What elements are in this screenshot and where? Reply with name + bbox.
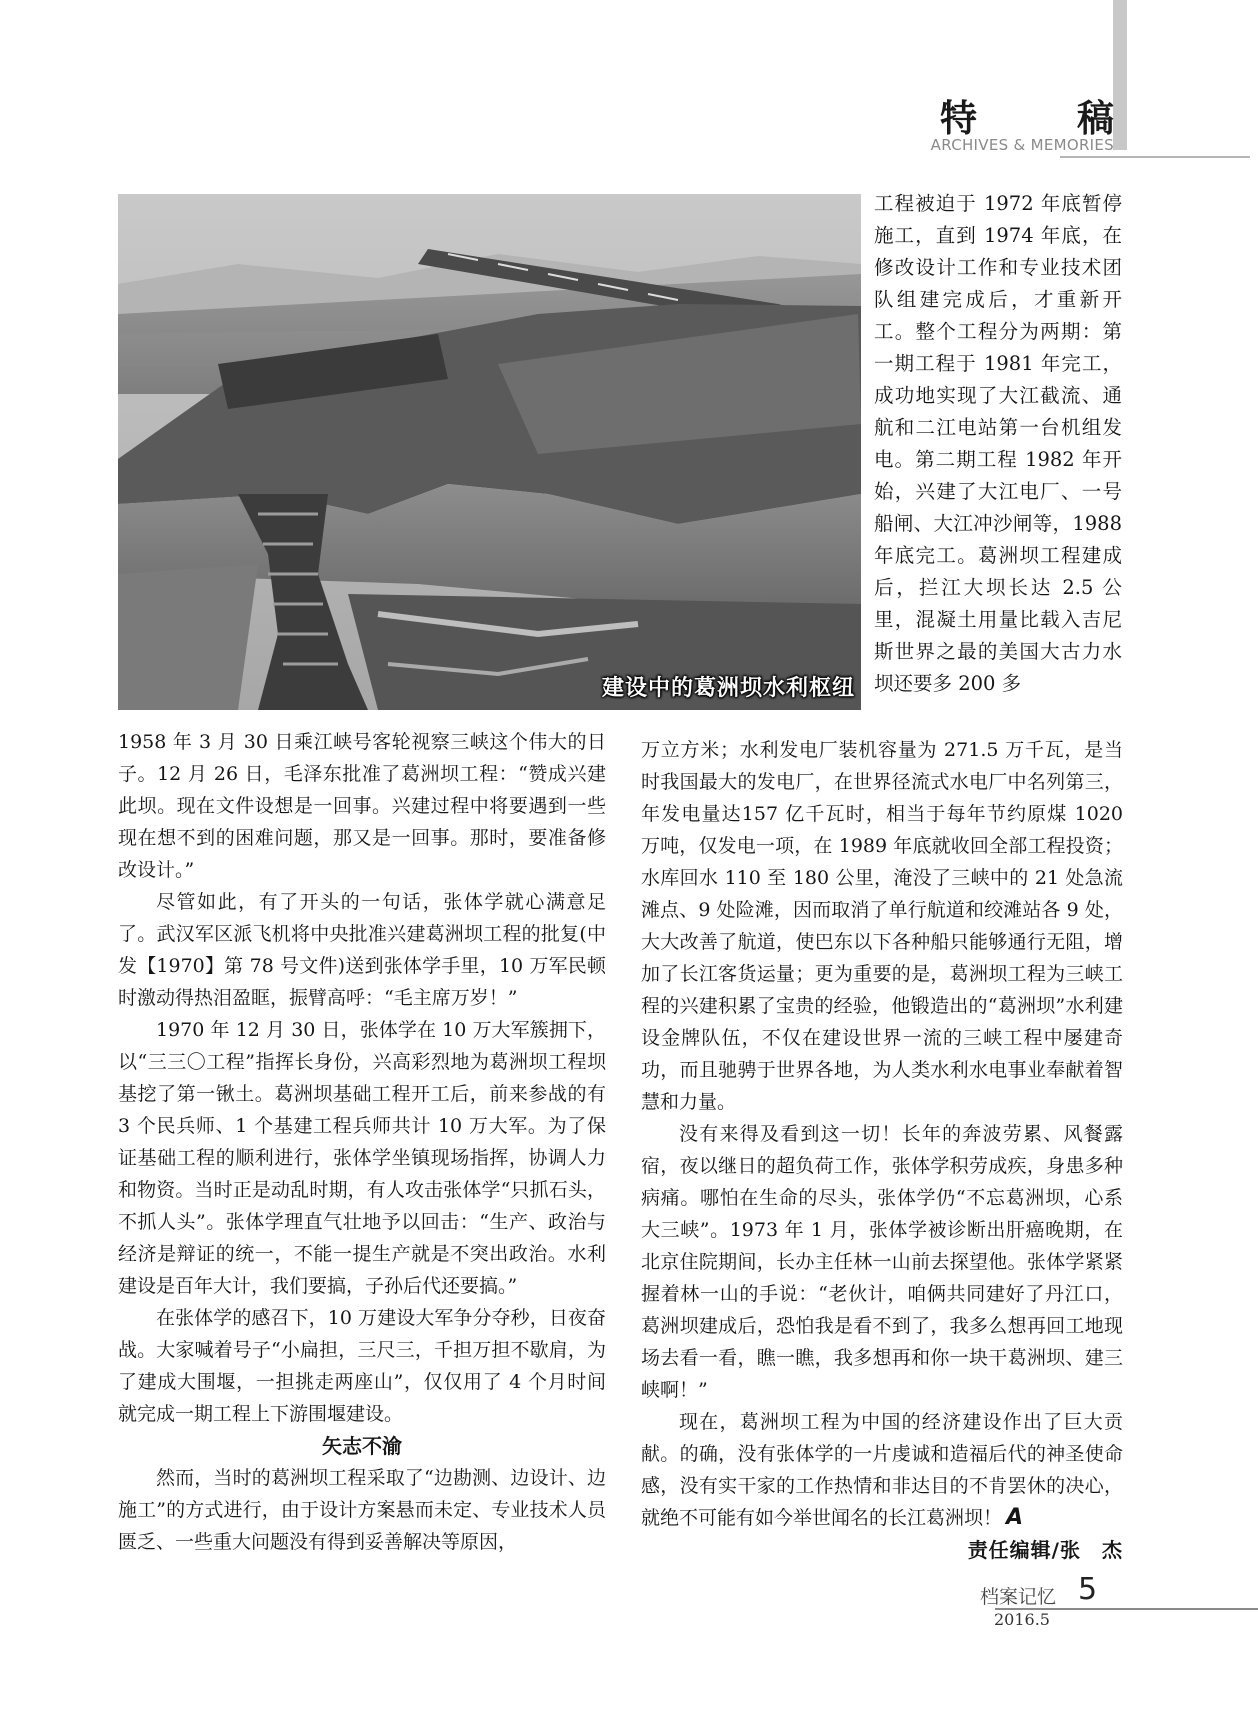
paragraph-text: 现在，葛洲坝工程为中国的经济建设作出了巨大贡献。的确，没有张体学的一片虔诚和造福后代的神圣使命感，没有实干家的工作热情和非达目的不肯罢休的决心，就绝不可能有如今举世闻名的长江葛洲坝！ (641, 1411, 1123, 1529)
header-divider (1060, 156, 1250, 158)
paragraph: 工程被迫于 1972 年底暂停施工，直到 1974 年底，在修改设计工作和专业技术团队组建完成后，才重新开工。整个工程分为两期：第一期工程于 1981 年完工，成功地实现了大江截流、通航和二江电站第一台机组发电。第二期工程 1982 年开始，兴建了大江电厂、一号船闸、大江冲沙闸等，1988 年底完工。葛洲坝工程建成后，拦江大坝长达 2.5 公里，混凝土用量比载入吉尼斯世界之最的美国大古力水坝还要多 200 多 (874, 192, 1122, 695)
section-title-char-1: 特 (940, 96, 979, 140)
right-column (641, 734, 1123, 1566)
left-column (118, 726, 606, 1558)
dam-construction-photo (118, 194, 861, 710)
photo-caption: 建设中的葛洲坝水利枢纽 (601, 675, 855, 701)
paragraph: 然而，当时的葛洲坝工程采取了“边勘测、边设计、边施工”的方式进行，由于设计方案悬而未定、专业技术人员匮乏、一些重大问题没有得到妥善解决等原因， (118, 1467, 606, 1553)
magazine-name: 档案记忆 (980, 1586, 1057, 1608)
section-title-char-2: 稿 (1077, 96, 1116, 140)
paragraph: 尽管如此，有了开头的一句话，张体学就心满意足了。武汉军区派飞机将中央批准兴建葛洲坝工程的批复(中发【1970】第 78 号文件)送到张体学手里，10 万军民顿时激动得热泪盈眶，振臂高呼：“毛主席万岁！” (118, 891, 606, 1009)
end-mark-icon: A (1006, 1505, 1024, 1530)
section-heading: 矢志不渝 (322, 1434, 402, 1458)
paragraph: 1970 年 12 月 30 日，张体学在 10 万大军簇拥下，以“三三〇工程”指挥长身份，兴高彩烈地为葛洲坝工程坝基挖了第一锹土。葛洲坝基础工程开工后，前来参战的有 3 个民兵师、1 个基建工程兵师共计 10 万大军。为了保证基础工程的顺利进行，张体学坐镇现场指挥，协调人力和物资。当时正是动乱时期，有人攻击张体学“只抓石头，不抓人头”。张体学理直气壮地予以回击：“生产、政治与经济是辩证的统一，不能一提生产就是不突出政治。水利建设是百年大计，我们要搞，子孙后代还要搞。” (118, 1019, 606, 1297)
paragraph: 万立方米；水利发电厂装机容量为 271.5 万千瓦，是当时我国最大的发电厂，在世界径流式水电厂中名列第三，年发电量达157 亿千瓦时，相当于每年节约原煤 1020 万吨，仅发电一项，在 1989 年底就收回全部工程投资；水库回水 110 至 180 公里，淹没了三峡中的 21 处急流滩点、9 处险滩，因而取消了单行航道和绞滩站各 9 处，大大改善了航道，使巴东以下各种船只能够通行无阻，增加了长江客货运量；更为重要的是，葛洲坝工程为三峡工程的兴建积累了宝贵的经验，他锻造出的“葛洲坝”水利建设金牌队伍，不仅在建设世界一流的三峡工程中屡建奇功，而且驰骋于世界各地，为人类水利水电事业奉献着智慧和力量。 (641, 739, 1123, 1113)
text-right-top (874, 188, 1122, 700)
section-subtitle: ARCHIVES & MEMORIES (930, 136, 1114, 154)
paragraph (641, 1406, 1123, 1534)
editor-signature: 责任编辑/张 杰 (967, 1538, 1123, 1562)
paragraph: 1958 年 3 月 30 日乘江峡号客轮视察三峡这个伟大的日子。12 月 26 日，毛泽东批准了葛洲坝工程：“赞成兴建此坝。现在文件设想是一回事。兴建过程中将要遇到一些现在想不到的困难问题，那又是一回事。那时，要准备修改设计。” (118, 731, 606, 881)
paragraph: 没有来得及看到这一切！长年的奔波劳累、风餐露宿，夜以继日的超负荷工作，张体学积劳成疾，身患多种病痛。哪怕在生命的尽头，张体学仍“不忘葛洲坝，心系大三峡”。1973 年 1 月，张体学被诊断出肝癌晚期，在北京住院期间，长办主任林一山前去探望他。张体学紧紧握着林一山的手说：“老伙计，咱俩共同建好了丹江口，葛洲坝建成后，恐怕我是看不到了，我多么想再回工地现场去看一看，瞧一瞧，我多想再和你一块干葛洲坝、建三峡啊！” (641, 1123, 1123, 1401)
photo-illustration (118, 194, 861, 710)
paragraph: 在张体学的感召下，10 万建设大军争分夺秒，日夜奋战。大家喊着号子“小扁担，三尺三，千担万担不歇肩，为了建成大围堰，一担挑走两座山”，仅仅用了 4 个月时间就完成一期工程上下游围堰建设。 (118, 1307, 606, 1425)
page-number: 5 (1078, 1572, 1098, 1607)
section-title (940, 88, 1116, 142)
issue-date: 2016.5 (994, 1610, 1050, 1629)
